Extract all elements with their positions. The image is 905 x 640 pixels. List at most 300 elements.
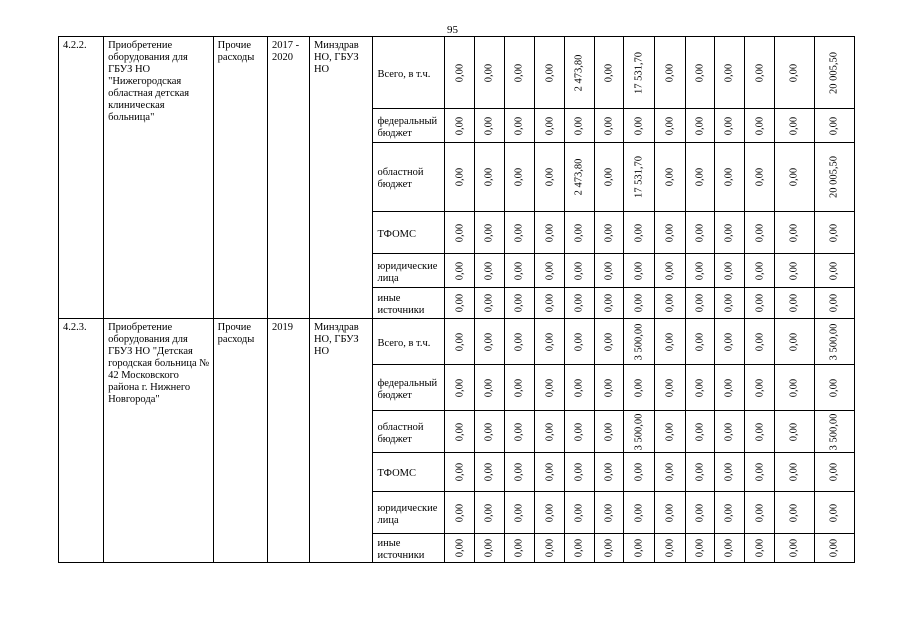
value: 0,00	[603, 462, 615, 482]
value-cell	[814, 254, 854, 288]
value-cell	[655, 212, 686, 254]
value: 0,00	[754, 503, 766, 522]
value-cell	[474, 288, 504, 319]
value-cell	[624, 319, 655, 365]
funding-source: Всего, в т.ч.	[373, 37, 445, 109]
value: 0,00	[454, 332, 466, 351]
value-cell	[474, 37, 504, 109]
funding-source: федеральный бюджет	[373, 365, 445, 411]
value-cell	[655, 319, 686, 365]
value: 0,00	[513, 223, 525, 242]
value-cell	[594, 365, 624, 411]
value: 0,00	[603, 116, 615, 135]
value-cell	[814, 492, 854, 534]
value: 0,00	[694, 63, 706, 82]
value-cell	[474, 109, 504, 143]
value: 3 500,00	[633, 413, 645, 450]
value: 0,00	[454, 422, 466, 441]
value: 0,00	[483, 462, 495, 482]
value: 0,00	[754, 538, 766, 558]
value-cell	[565, 212, 595, 254]
value-cell	[624, 288, 655, 319]
executor: Минздрав НО, ГБУЗ НО	[309, 319, 373, 563]
value: 0,00	[694, 332, 706, 351]
value: 0,00	[754, 261, 766, 280]
value: 0,00	[483, 538, 495, 558]
value-cell	[714, 143, 745, 212]
value-cell	[714, 319, 745, 365]
value: 3 500,00	[633, 323, 645, 360]
funding-source: областной бюджет	[373, 411, 445, 453]
value: 0,00	[483, 167, 495, 187]
value-cell	[655, 492, 686, 534]
value-cell	[594, 319, 624, 365]
value: 0,00	[603, 538, 615, 558]
value-cell	[745, 534, 775, 563]
value: 0,00	[513, 332, 525, 351]
value: 0,00	[723, 223, 735, 242]
value: 0,00	[788, 63, 800, 82]
value: 0,00	[754, 63, 766, 82]
value: 0,00	[544, 503, 556, 522]
value-cell	[624, 143, 655, 212]
value-cell	[535, 288, 565, 319]
value: 0,00	[633, 378, 645, 397]
value: 0,00	[694, 422, 706, 441]
value-cell	[565, 37, 595, 109]
value: 0,00	[573, 116, 585, 135]
value: 0,00	[788, 332, 800, 351]
value-cell	[474, 254, 504, 288]
value: 0,00	[664, 293, 676, 313]
value-cell	[594, 453, 624, 492]
value-cell	[565, 534, 595, 563]
value: 0,00	[454, 116, 466, 135]
value-cell	[774, 254, 814, 288]
value: 0,00	[788, 538, 800, 558]
value-cell	[655, 288, 686, 319]
executor: Минздрав НО, ГБУЗ НО	[309, 37, 373, 319]
value: 0,00	[828, 261, 840, 280]
value: 20 005,50	[828, 51, 840, 94]
table-row	[59, 319, 855, 365]
period: 2017 - 2020	[267, 37, 309, 319]
value: 0,00	[573, 223, 585, 242]
funding-source: федеральный бюджет	[373, 109, 445, 143]
value-cell	[535, 365, 565, 411]
value-cell	[445, 37, 475, 109]
item-name: Приобретение оборудования для ГБУЗ НО "Детская городская больница № 42 Московского района г. Нижнего Новгорода"	[104, 319, 214, 563]
value: 0,00	[723, 462, 735, 482]
value-cell	[814, 288, 854, 319]
value-cell	[535, 143, 565, 212]
value-cell	[504, 37, 535, 109]
item-name: Приобретение оборудования для ГБУЗ НО "Нижегородская областная детская клиническая больница"	[104, 37, 214, 319]
value-cell	[774, 109, 814, 143]
value-cell	[504, 319, 535, 365]
value-cell	[745, 109, 775, 143]
value-cell	[504, 143, 535, 212]
value: 0,00	[723, 116, 735, 135]
value: 0,00	[454, 503, 466, 522]
value: 0,00	[664, 332, 676, 351]
value-cell	[565, 411, 595, 453]
value: 0,00	[723, 167, 735, 187]
value: 0,00	[694, 378, 706, 397]
value: 0,00	[788, 503, 800, 522]
value: 0,00	[544, 422, 556, 441]
value: 0,00	[754, 167, 766, 187]
expense-type: Прочие расходы	[213, 37, 267, 319]
value-cell	[745, 143, 775, 212]
value: 0,00	[483, 332, 495, 351]
value: 0,00	[694, 116, 706, 135]
value: 0,00	[788, 378, 800, 397]
value-cell	[685, 288, 714, 319]
item-code: 4.2.2.	[59, 37, 104, 319]
value-cell	[655, 109, 686, 143]
value-cell	[445, 288, 475, 319]
value-cell	[745, 319, 775, 365]
value: 0,00	[723, 261, 735, 280]
value: 0,00	[573, 462, 585, 482]
value: 0,00	[544, 293, 556, 313]
value-cell	[745, 37, 775, 109]
value: 0,00	[573, 503, 585, 522]
value: 0,00	[573, 538, 585, 558]
value-cell	[445, 319, 475, 365]
value: 0,00	[723, 63, 735, 82]
value: 0,00	[454, 63, 466, 82]
value-cell	[445, 109, 475, 143]
value-cell	[594, 254, 624, 288]
value-cell	[594, 109, 624, 143]
value-cell	[655, 365, 686, 411]
value-cell	[814, 212, 854, 254]
value: 0,00	[603, 503, 615, 522]
value: 0,00	[483, 503, 495, 522]
value: 0,00	[694, 538, 706, 558]
value: 0,00	[633, 293, 645, 313]
value-cell	[714, 37, 745, 109]
value-cell	[594, 37, 624, 109]
value: 0,00	[513, 167, 525, 187]
value-cell	[745, 411, 775, 453]
value-cell	[685, 534, 714, 563]
value-cell	[474, 212, 504, 254]
value: 0,00	[603, 293, 615, 313]
value: 0,00	[544, 261, 556, 280]
value-cell	[535, 319, 565, 365]
value-cell	[445, 534, 475, 563]
value: 0,00	[754, 378, 766, 397]
value: 0,00	[454, 293, 466, 313]
value: 0,00	[544, 167, 556, 187]
value: 0,00	[603, 261, 615, 280]
value: 0,00	[723, 538, 735, 558]
value-cell	[655, 453, 686, 492]
value: 0,00	[513, 503, 525, 522]
value-cell	[774, 212, 814, 254]
value-cell	[685, 453, 714, 492]
value-cell	[814, 319, 854, 365]
value: 0,00	[483, 261, 495, 280]
value-cell	[774, 319, 814, 365]
value: 0,00	[573, 378, 585, 397]
value-cell	[565, 365, 595, 411]
value-cell	[624, 453, 655, 492]
value-cell	[814, 143, 854, 212]
value-cell	[474, 365, 504, 411]
funding-source: ТФОМС	[373, 212, 445, 254]
value-cell	[714, 534, 745, 563]
value: 0,00	[483, 223, 495, 242]
value-cell	[445, 254, 475, 288]
value: 0,00	[694, 261, 706, 280]
value-cell	[685, 212, 714, 254]
value-cell	[714, 288, 745, 319]
value-cell	[774, 365, 814, 411]
value: 0,00	[483, 63, 495, 82]
value-cell	[814, 109, 854, 143]
value: 0,00	[544, 538, 556, 558]
value: 3 500,00	[828, 413, 840, 450]
value: 2 473,80	[573, 54, 585, 91]
value-cell	[774, 143, 814, 212]
expense-type: Прочие расходы	[213, 319, 267, 563]
value: 0,00	[573, 293, 585, 313]
value: 0,00	[828, 378, 840, 397]
value-cell	[504, 109, 535, 143]
value: 0,00	[603, 422, 615, 441]
value: 0,00	[603, 378, 615, 397]
value-cell	[504, 212, 535, 254]
value-cell	[474, 319, 504, 365]
value: 0,00	[483, 116, 495, 135]
value: 0,00	[454, 261, 466, 280]
value-cell	[535, 37, 565, 109]
value: 0,00	[754, 332, 766, 351]
value-cell	[565, 143, 595, 212]
value-cell	[685, 109, 714, 143]
value: 0,00	[454, 462, 466, 482]
funding-source: ТФОМС	[373, 453, 445, 492]
value-cell	[814, 365, 854, 411]
value-cell	[624, 109, 655, 143]
value: 0,00	[573, 332, 585, 351]
value: 0,00	[694, 293, 706, 313]
value-cell	[535, 109, 565, 143]
value-cell	[594, 288, 624, 319]
value: 0,00	[603, 332, 615, 351]
value-cell	[445, 492, 475, 534]
value: 0,00	[828, 116, 840, 135]
value-cell	[504, 254, 535, 288]
value-cell	[445, 453, 475, 492]
value: 0,00	[513, 538, 525, 558]
value: 3 500,00	[828, 323, 840, 360]
value-cell	[655, 143, 686, 212]
value-cell	[685, 319, 714, 365]
value-cell	[504, 288, 535, 319]
value: 0,00	[664, 462, 676, 482]
value-cell	[655, 37, 686, 109]
value: 0,00	[723, 422, 735, 441]
value-cell	[624, 492, 655, 534]
value-cell	[624, 37, 655, 109]
value-cell	[624, 411, 655, 453]
value-cell	[745, 453, 775, 492]
value-cell	[565, 109, 595, 143]
value-cell	[655, 254, 686, 288]
value-cell	[745, 288, 775, 319]
value-cell	[655, 534, 686, 563]
value: 0,00	[513, 378, 525, 397]
period: 2019	[267, 319, 309, 563]
value: 0,00	[754, 422, 766, 441]
value: 0,00	[573, 422, 585, 441]
value-cell	[624, 254, 655, 288]
budget-table	[58, 36, 855, 563]
value: 20 005,50	[828, 156, 840, 198]
value: 0,00	[788, 462, 800, 482]
value-cell	[774, 411, 814, 453]
value: 0,00	[633, 503, 645, 522]
funding-source: областной бюджет	[373, 143, 445, 212]
value: 0,00	[633, 261, 645, 280]
value-cell	[535, 411, 565, 453]
value-cell	[594, 212, 624, 254]
value-cell	[624, 534, 655, 563]
value-cell	[445, 411, 475, 453]
value: 0,00	[694, 503, 706, 522]
value: 0,00	[664, 503, 676, 522]
value-cell	[474, 492, 504, 534]
value: 0,00	[544, 116, 556, 135]
value: 0,00	[513, 63, 525, 82]
value: 0,00	[754, 116, 766, 135]
funding-source: Всего, в т.ч.	[373, 319, 445, 365]
value: 0,00	[633, 116, 645, 135]
value-cell	[814, 534, 854, 563]
value: 0,00	[633, 462, 645, 482]
value: 0,00	[788, 422, 800, 441]
value-cell	[594, 143, 624, 212]
value-cell	[685, 37, 714, 109]
value: 0,00	[828, 503, 840, 522]
value-cell	[474, 534, 504, 563]
value: 0,00	[664, 261, 676, 280]
value-cell	[594, 534, 624, 563]
value: 0,00	[664, 378, 676, 397]
value: 0,00	[454, 538, 466, 558]
value-cell	[774, 534, 814, 563]
value-cell	[774, 37, 814, 109]
value-cell	[535, 492, 565, 534]
value: 2 473,80	[573, 158, 585, 196]
value: 0,00	[754, 223, 766, 242]
value-cell	[685, 411, 714, 453]
value-cell	[504, 453, 535, 492]
value: 0,00	[513, 116, 525, 135]
value: 0,00	[788, 293, 800, 313]
value-cell	[624, 365, 655, 411]
value: 0,00	[723, 503, 735, 522]
value-cell	[565, 319, 595, 365]
value-cell	[445, 143, 475, 212]
value: 0,00	[754, 462, 766, 482]
value-cell	[565, 254, 595, 288]
value-cell	[714, 254, 745, 288]
value-cell	[594, 492, 624, 534]
value: 0,00	[694, 462, 706, 482]
value: 0,00	[544, 332, 556, 351]
value: 0,00	[828, 223, 840, 242]
value: 0,00	[603, 223, 615, 242]
value: 0,00	[828, 462, 840, 482]
value-cell	[774, 492, 814, 534]
value: 0,00	[664, 538, 676, 558]
value: 0,00	[828, 538, 840, 558]
value: 0,00	[483, 378, 495, 397]
value: 0,00	[828, 293, 840, 313]
value-cell	[685, 492, 714, 534]
value-cell	[714, 453, 745, 492]
value: 0,00	[544, 378, 556, 397]
table-row	[59, 37, 855, 109]
value: 0,00	[754, 293, 766, 313]
value: 0,00	[454, 167, 466, 187]
value-cell	[714, 365, 745, 411]
value-cell	[535, 453, 565, 492]
value: 0,00	[544, 462, 556, 482]
value-cell	[624, 212, 655, 254]
value: 0,00	[633, 538, 645, 558]
value: 0,00	[788, 116, 800, 135]
value: 0,00	[788, 223, 800, 242]
value: 0,00	[788, 261, 800, 280]
value-cell	[714, 492, 745, 534]
value: 0,00	[664, 167, 676, 187]
value: 0,00	[633, 223, 645, 242]
value: 0,00	[544, 63, 556, 82]
item-code: 4.2.3.	[59, 319, 104, 563]
value-cell	[714, 411, 745, 453]
value-cell	[565, 288, 595, 319]
value: 0,00	[513, 422, 525, 441]
value: 0,00	[664, 422, 676, 441]
value-cell	[745, 254, 775, 288]
value: 0,00	[664, 223, 676, 242]
value-cell	[714, 212, 745, 254]
value: 17 531,70	[633, 51, 645, 94]
value-cell	[474, 411, 504, 453]
value: 0,00	[694, 223, 706, 242]
page-number: 95	[447, 24, 458, 36]
value: 17 531,70	[633, 156, 645, 198]
value: 0,00	[694, 167, 706, 187]
value-cell	[504, 534, 535, 563]
value: 0,00	[513, 462, 525, 482]
value-cell	[814, 411, 854, 453]
funding-source: иные источники	[373, 534, 445, 563]
value: 0,00	[664, 116, 676, 135]
value: 0,00	[723, 332, 735, 351]
value-cell	[774, 288, 814, 319]
value: 0,00	[723, 293, 735, 313]
funding-source: иные источники	[373, 288, 445, 319]
value-cell	[535, 534, 565, 563]
